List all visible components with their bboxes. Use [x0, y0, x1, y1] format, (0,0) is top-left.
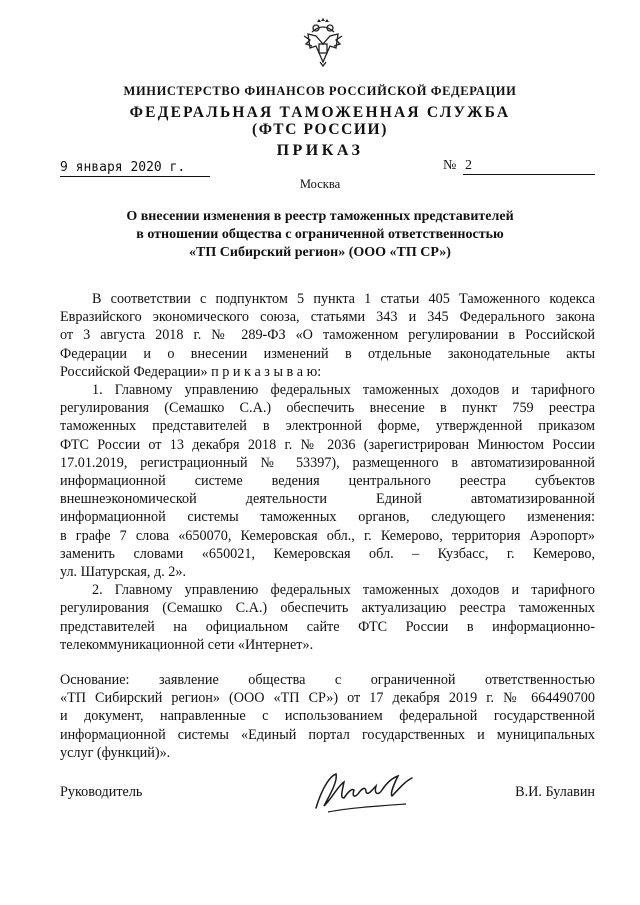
preamble-line: Федерации и о внесении изменений в отдельные законодательные акты	[60, 345, 595, 362]
subject-line: «ТП Сибирский регион» (ООО «ТП СР»)	[189, 245, 451, 260]
service-name: ФЕДЕРАЛЬНАЯ ТАМОЖЕННАЯ СЛУЖБА	[129, 104, 511, 121]
basis-line: услуг (функций)».	[60, 744, 171, 761]
subject-line: в отношении общества с ограниченной ответственностью	[136, 227, 504, 242]
item1-line: внешнеэкономической деятельности Единой автоматизированной	[60, 491, 595, 508]
basis-line: и документ, направленные с использованием федеральной государственной	[60, 708, 595, 725]
ministry-name: МИНИСТЕРСТВО ФИНАНСОВ РОССИЙСКОЙ ФЕДЕРАЦИИ	[123, 84, 517, 98]
preamble-line: Евразийского экономического союза, статьями 343 и 345 Федерального закона	[60, 309, 595, 326]
item1-line: ФТС России от 13 декабря 2018 г. № 2036 (зарегистрирован Минюстом России	[60, 436, 595, 453]
item1-line: информационной системе ведения центрального реестра субъектов	[60, 473, 595, 490]
item1-line: 1. Главному управлению федеральных таможенных доходов и тарифного	[92, 382, 595, 399]
item1-line: в графе 7 слова «650070, Кемеровская обл., г. Кемерово, территория Аэропорт»	[60, 527, 595, 544]
order-number: 2	[463, 158, 595, 175]
preamble-line: В соответствии с подпунктом 5 пункта 1 статьи 405 Таможенного кодекса	[92, 291, 595, 307]
subject-line: О внесении изменения в реестр таможенных представителей	[126, 209, 514, 224]
order-subject	[0, 208, 640, 262]
order-number-label: №	[443, 158, 457, 173]
basis-line: информационной системы «Единый портал государственных и муниципальных	[60, 726, 595, 743]
item1-line: информационной системы таможенных органов, следующего изменения:	[60, 509, 595, 526]
document-type: ПРИКАЗ	[276, 142, 364, 159]
coat-of-arms-icon	[300, 18, 346, 68]
signatory-name: В.И. Булавин	[515, 784, 595, 800]
basis-line: Основание: заявление общества с ограниченной ответственностью	[60, 672, 595, 689]
preamble-line: от 3 августа 2018 г. № 289-ФЗ «О таможенном регулировании в Российской	[60, 327, 595, 344]
signature-block	[60, 784, 595, 804]
order-body	[60, 290, 595, 762]
item1-line: таможенных представителей в электронной форме, утвержденной приказом	[60, 418, 595, 435]
service-abbreviation: (ФТС РОССИИ)	[252, 121, 388, 138]
signatory-position: Руководитель	[60, 784, 143, 800]
order-city: Москва	[299, 177, 341, 191]
item1-line: заменить словами «650021, Кемеровская обл. – Кузбасс, г. Кемерово,	[60, 545, 595, 562]
item1-line: регулирования (Семашко С.А.) обеспечить внесение в пункт 759 реестра	[60, 400, 595, 417]
basis-line: «ТП Сибирский регион» (ООО «ТП СР») от 17 декабря 2019 г. № 664490700	[60, 690, 595, 707]
item1-line: 17.01.2019, регистрационный № 53397), размещенного в автоматизированной	[60, 454, 595, 471]
order-date: 9 января 2020 г.	[60, 160, 210, 177]
item2-line: телекоммуникационной сети «Интернет».	[60, 636, 314, 653]
item2-line: регулирования (Семашко С.А.) обеспечить актуализацию реестра таможенных	[60, 600, 595, 617]
item2-line: 2. Главному управлению федеральных таможенных доходов и тарифного	[92, 582, 595, 599]
preamble-line: Российской Федерации» п р и к а з ы в а ю:	[60, 363, 322, 380]
item1-line: ул. Шатурская, д. 2».	[60, 564, 187, 581]
item2-line: представителей на официальном сайте ФТС России в информационно-	[60, 618, 595, 635]
